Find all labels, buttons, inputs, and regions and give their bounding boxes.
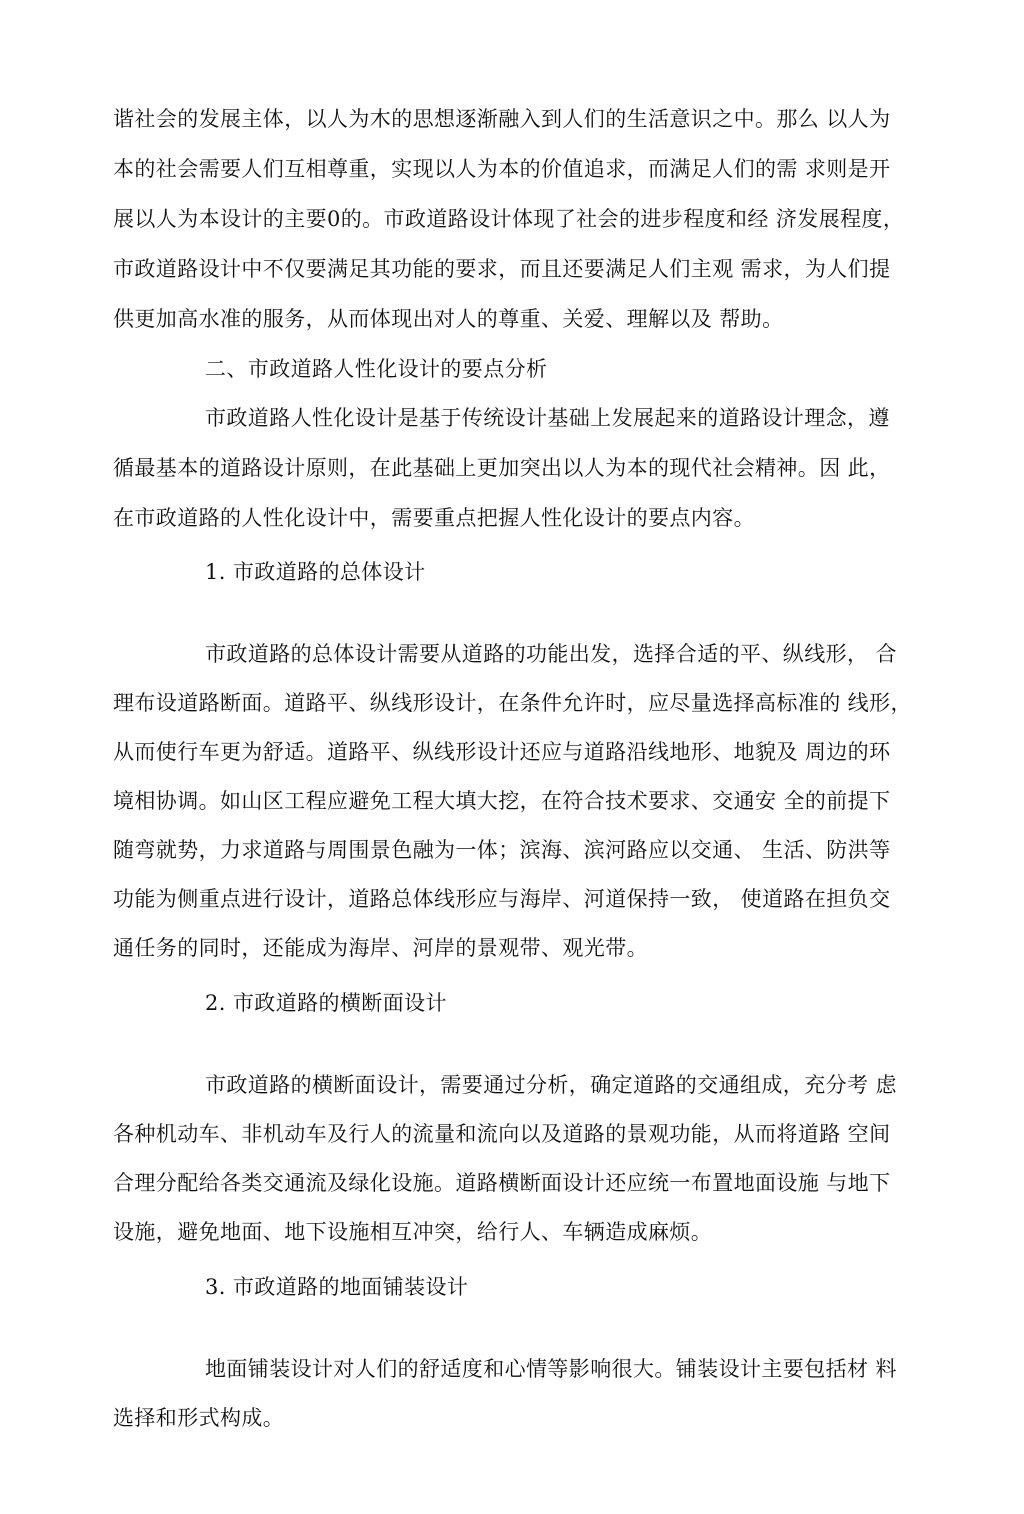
- paragraph-4-line-2: 各种机动车、非机动车及行人的流量和流向以及道路的景观功能，从而将道路 空间: [113, 1122, 891, 1146]
- paragraph-3-line-2: 理布设道路断面。道路平、纵线形设计，在条件允许时，应尽量选择高标准的 线形，: [113, 691, 912, 715]
- subheading-3: 3. 市政道路的地面铺装设计: [205, 1275, 469, 1299]
- paragraph-3-line-6: 功能为侧重点进行设计，道路总体线形应与海岸、河道保持一致， 使道路在担负交: [113, 887, 891, 911]
- paragraph-3-line-7: 通任务的同时，还能成为海岸、河岸的景观带、观光带。: [113, 936, 648, 960]
- paragraph-3-line-4: 境相协调。如山区工程应避免工程大填大挖，在符合技术要求、交通安 全的前提下: [113, 789, 891, 813]
- paragraph-3-line-5: 随弯就势，力求道路与周围景色融为一体；滨海、滨河路应以交通、 生活、防洪等: [113, 838, 891, 862]
- paragraph-4-line-4: 设施，避免地面、地下设施相互冲突，给行人、车辆造成麻烦。: [113, 1220, 713, 1244]
- paragraph-1-line-1: 谐社会的发展主体，以人为木的思想逐渐融入到人们的生活意识之中。那么 以人为: [113, 107, 891, 131]
- paragraph-2-line-3: 在市政道路的人性化设计中，需要重点把握人性化设计的要点内容。: [113, 506, 755, 530]
- paragraph-2-line-2: 循最基本的道路设计原则，在此基础上更加突出以人为本的现代社会精神。因 此，: [113, 456, 891, 480]
- subheading-1: 1. 市政道路的总体设计: [205, 560, 426, 584]
- paragraph-4-line-1: 市政道路的横断面设计，需要通过分析，确定道路的交通组成，充分考 虑: [205, 1073, 897, 1097]
- subheading-2: 2. 市政道路的横断面设计: [205, 991, 447, 1015]
- paragraph-1-line-5: 供更加高水准的服务，从而体现出对人的尊重、关爱、理解以及 帮助。: [113, 307, 784, 331]
- paragraph-3-line-3: 从而使行车更为舒适。道路平、纵线形设计还应与道路沿线地形、地貌及 周边的环: [113, 740, 891, 764]
- paragraph-5-line-1: 地面铺装设计对人们的舒适度和心情等影响很大。铺装设计主要包括材 料: [205, 1357, 897, 1381]
- paragraph-2-line-1: 市政道路人性化设计是基于传统设计基础上发展起来的道路设计理念，遵: [205, 406, 890, 430]
- paragraph-1-line-3: 展以人为本设计的主要0的。市政道路设计体现了社会的进步程度和经 济发展程度，: [113, 207, 905, 231]
- paragraph-3-line-1: 市政道路的总体设计需要从道路的功能出发，选择合适的平、纵线形， 合: [205, 642, 897, 666]
- paragraph-5-line-2: 选择和形式构成。: [113, 1406, 285, 1430]
- paragraph-1-line-2: 本的社会需要人们互相尊重，实现以人为本的价值追求，而满足人们的需 求则是开: [113, 157, 891, 181]
- paragraph-1-line-4: 市政道路设计中不仅要满足其功能的要求，而且还要满足人们主观 需求，为人们提: [113, 257, 891, 281]
- paragraph-4-line-3: 合理分配给各类交通流及绿化设施。道路横断面设计还应统一布置地面设施 与地下: [113, 1171, 891, 1195]
- section-heading: 二、市政道路人性化设计的要点分析: [205, 357, 548, 381]
